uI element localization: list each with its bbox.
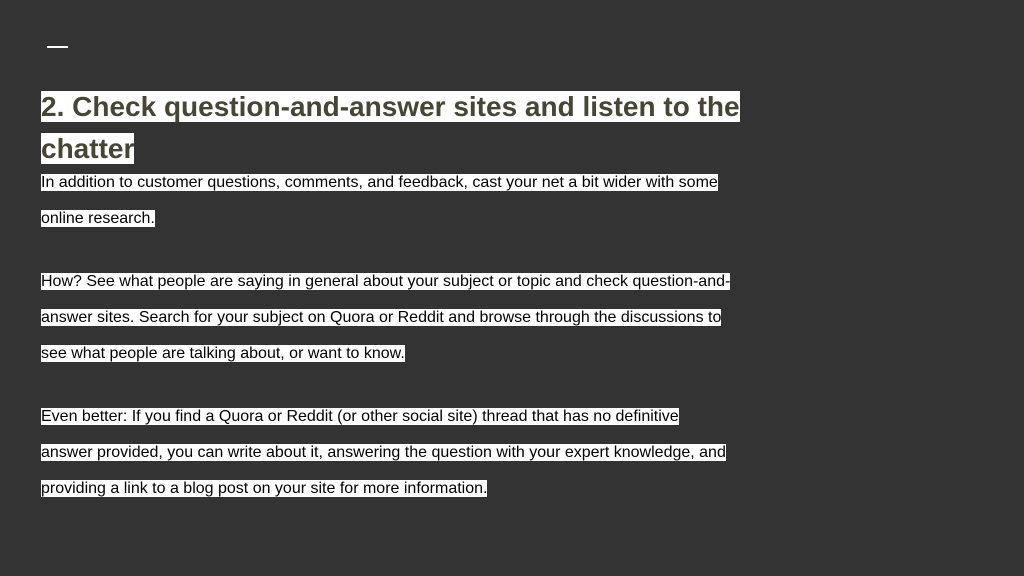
paragraph-3-text: Even better: If you find a Quora or Reddit (or other social site) thread that has no definitive answer provided, you can write about it, answering the question with your expert knowledge, and providing a link to a blog post on your site for more information. (41, 408, 726, 497)
paragraph-2 (41, 264, 731, 372)
paragraph-1 (41, 165, 731, 237)
slide-body (41, 165, 731, 507)
paragraph-2-text: How? See what people are saying in general about your subject or topic and check question-and-answer sites. Search for your subject on Quora or Reddit and browse through the discussions to see what people are talking about, or want to know. (41, 273, 731, 362)
accent-dash (47, 46, 68, 48)
slide-title-text: 2. Check question-and-answer sites and listen to the chatter (41, 91, 740, 164)
slide-title (41, 86, 741, 170)
paragraph-1-text: In addition to customer questions, comments, and feedback, cast your net a bit wider with some online research. (41, 174, 718, 227)
paragraph-3 (41, 399, 731, 507)
